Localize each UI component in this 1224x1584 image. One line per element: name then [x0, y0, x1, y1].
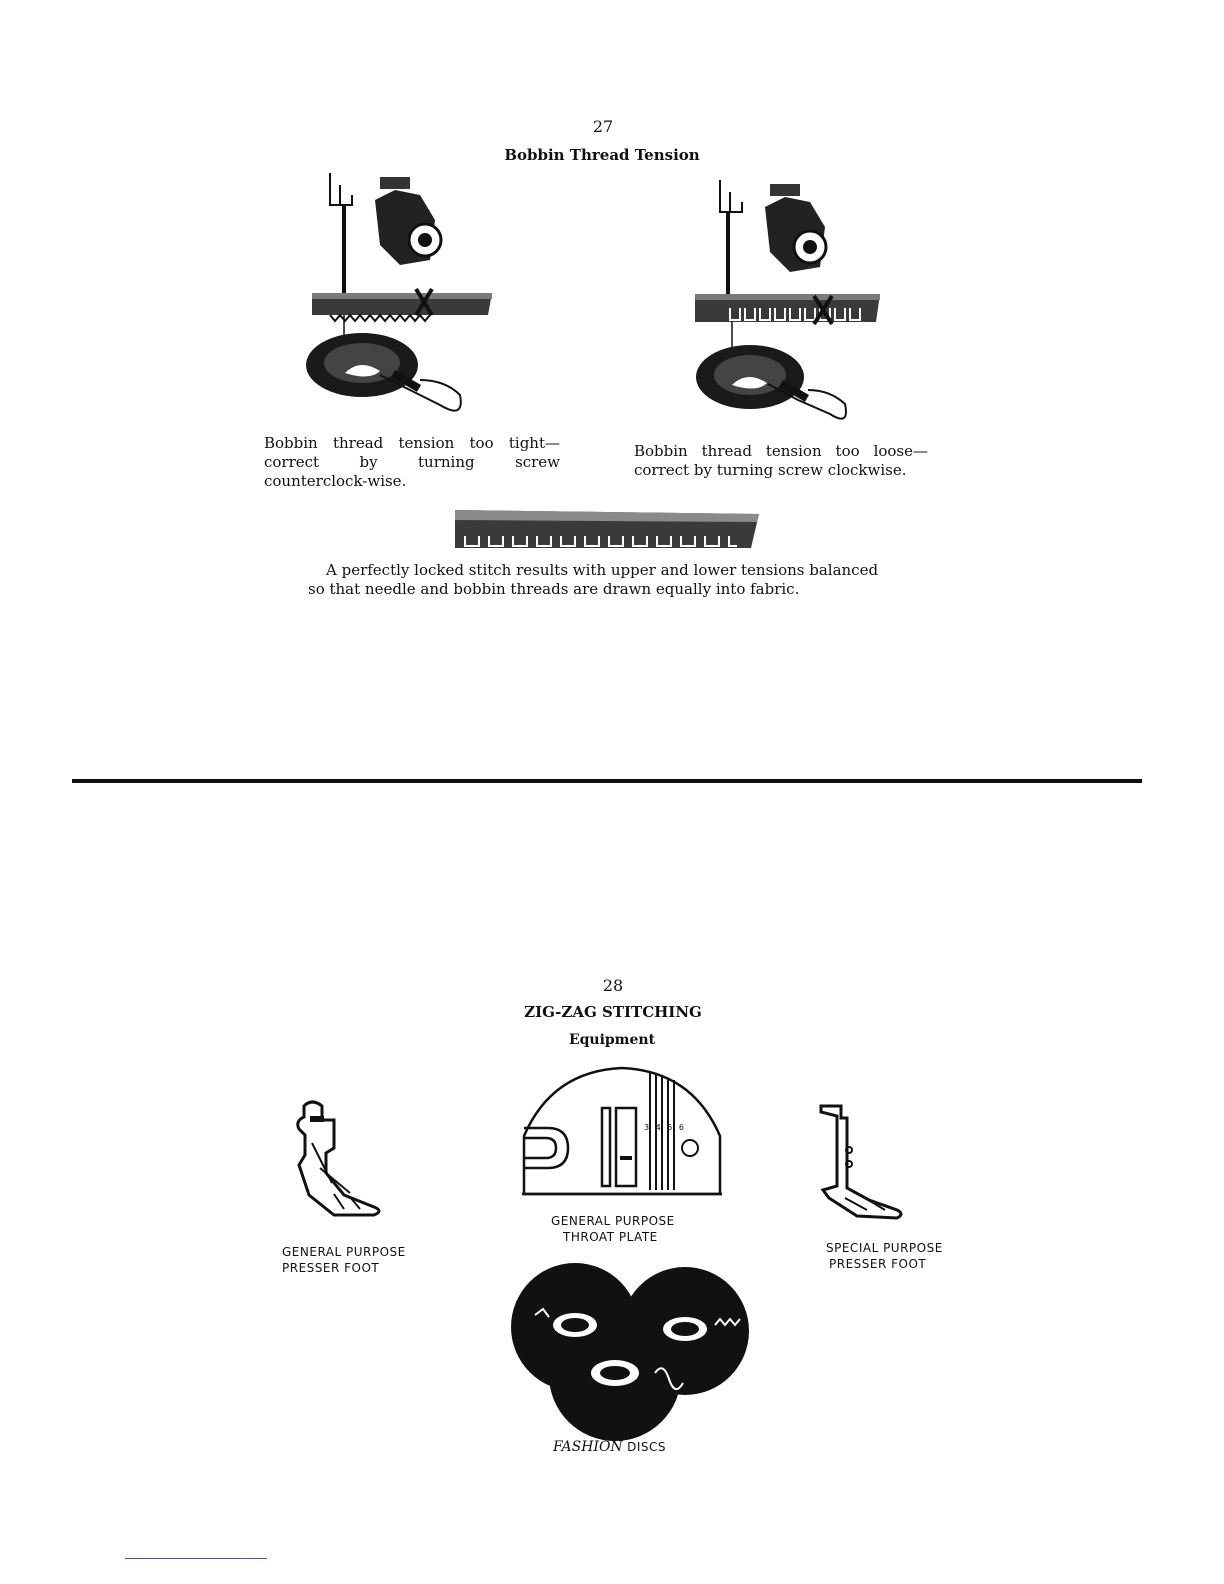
label-discs: DISCS — [627, 1440, 667, 1454]
bobbin-tension-loose-illustration — [690, 172, 890, 432]
label-special-presser-foot-2: PRESSER FOOT — [829, 1257, 927, 1271]
label-special-presser-foot-1: SPECIAL PURPOSE — [826, 1241, 943, 1255]
caption-tension-loose: Bobbin thread tension too loose— correct by turning screw clockwise. — [634, 442, 928, 479]
general-purpose-presser-foot-illustration — [290, 1098, 390, 1233]
bobbin-tension-tight-illustration — [300, 165, 510, 425]
label-general-presser-foot-1: GENERAL PURPOSE — [282, 1245, 406, 1259]
page28-title: ZIG-ZAG STITCHING — [524, 1003, 702, 1021]
page-number-28: 28 — [602, 976, 624, 995]
page-number-27: 27 — [592, 117, 614, 136]
page-divider — [72, 779, 1142, 783]
label-general-presser-foot-2: PRESSER FOOT — [282, 1261, 380, 1275]
label-throat-plate-2: THROAT PLATE — [563, 1230, 658, 1244]
label-fashion-italic: FASHION — [553, 1439, 623, 1455]
throat-plate-numbers: 3 4 5 6 — [644, 1123, 686, 1132]
caption-tension-tight: Bobbin thread tension too tight— correct by turning screw counterclock-wise. — [264, 434, 560, 490]
throat-plate-illustration — [522, 1066, 722, 1198]
balanced-stitch-illustration — [455, 508, 765, 554]
special-purpose-presser-foot-illustration — [815, 1102, 905, 1227]
page28-subtitle: Equipment — [568, 1032, 656, 1048]
caption-balanced-stitch: A perfectly locked stitch results with upper and lower tensions balanced so that needle and bobbin threads are drawn equally into fabric. — [308, 561, 879, 598]
footnote-rule — [125, 1558, 267, 1559]
label-throat-plate-1: GENERAL PURPOSE — [551, 1214, 675, 1228]
label-fashion-discs — [553, 1439, 666, 1455]
fashion-discs-illustration — [505, 1285, 760, 1420]
page27-title: Bobbin Thread Tension — [504, 146, 700, 164]
